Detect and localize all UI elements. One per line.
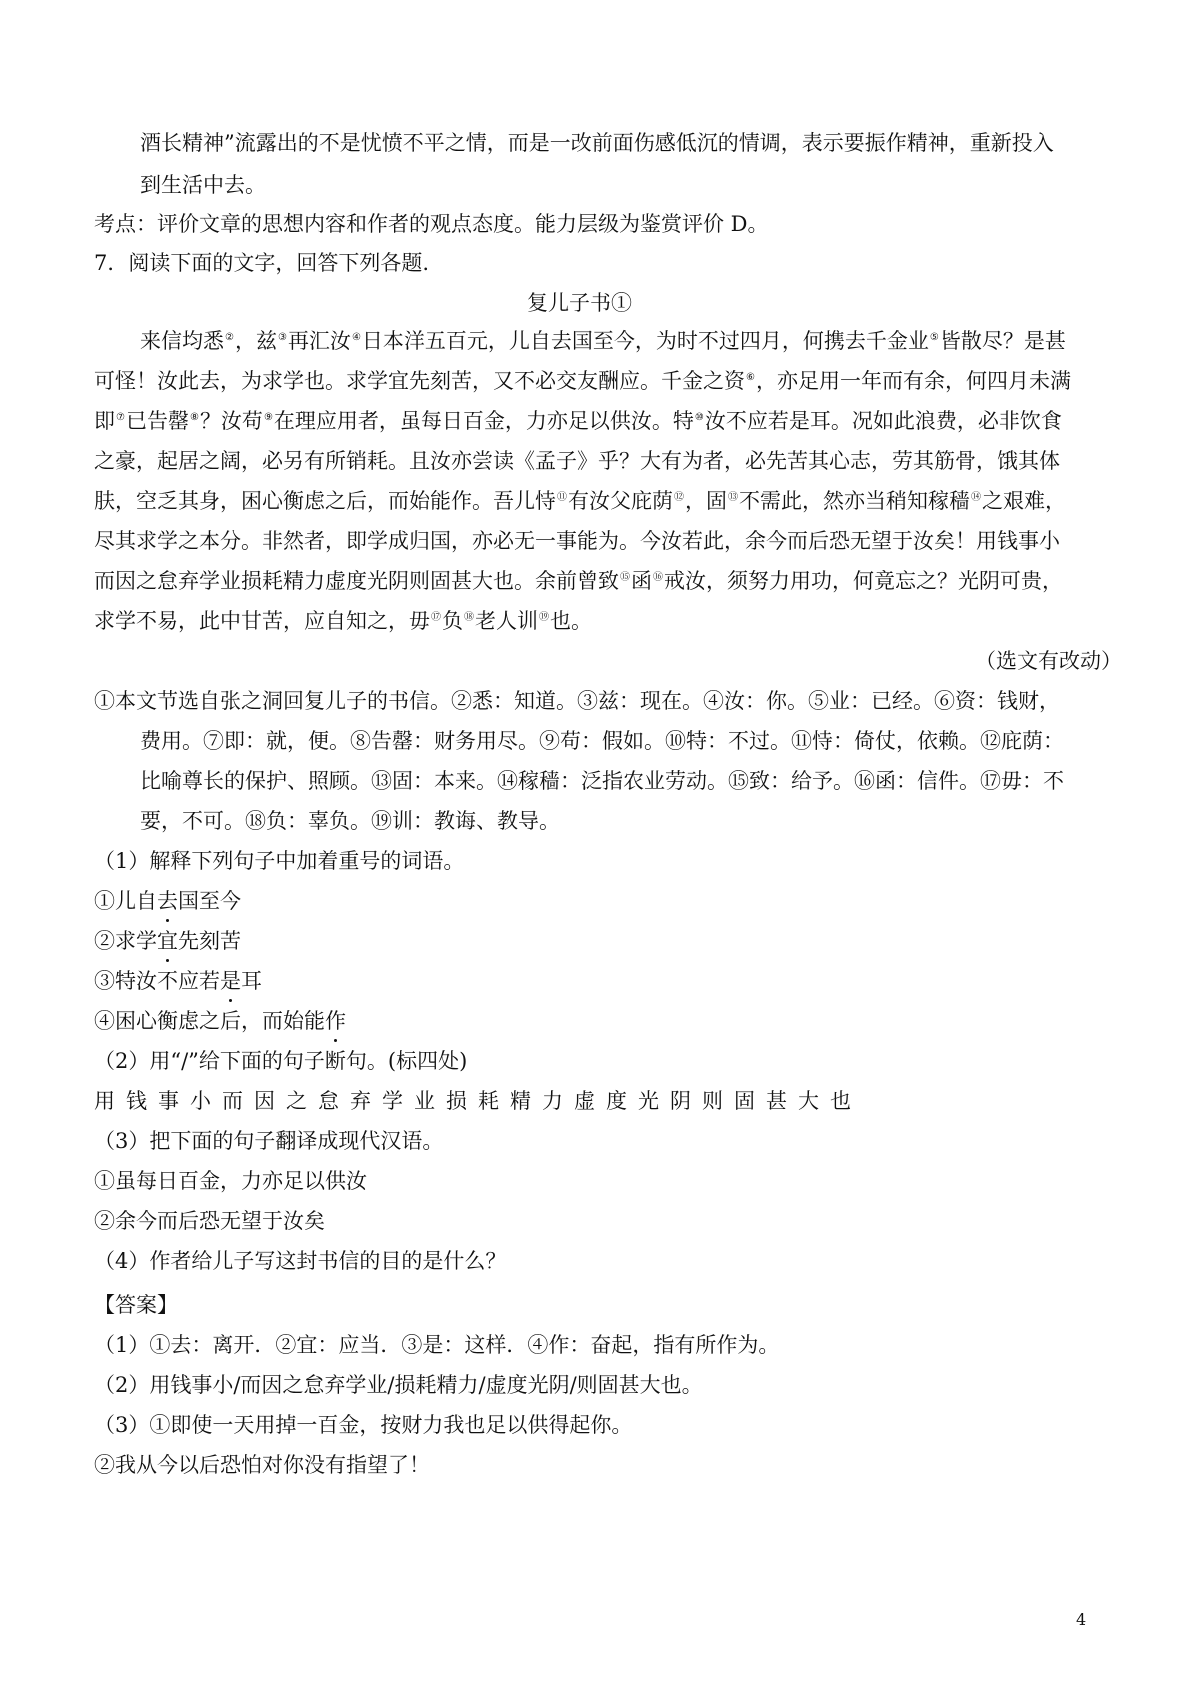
q3-sentence-1: ①虽每日百金，力亦足以供汝 (94, 1169, 367, 1193)
answer-header: 【答案】 (94, 1293, 178, 1317)
q1-sentence-3: ③特汝不应若是耳 (94, 966, 262, 996)
passage-line-6: 尽其求学之本分。非然者，即学成归国，亦必无一事能为。今汝若此，余今而后恐无望于汝矣！用钱事小 (94, 529, 1060, 553)
passage-line-5: 肤，空乏其身，困心衡虑之后，而始能作。吾儿恃⑪有汝父庇荫⑫，固⑬不需此，然亦当稍知稼穑⑭之艰难， (94, 489, 1066, 513)
emphasis-char: 宜 (157, 926, 178, 956)
notes-line-3: 比喻尊长的保护、照顾。⑬固：本来。⑭稼穑：泛指农业劳动。⑮致：给予。⑯函：信件。⑰毋：不 (140, 769, 1064, 793)
q2-sentence: 用钱事小而因之怠弃学业损耗精力虚度光阴则固甚大也 (94, 1089, 862, 1113)
q1-sentence-1: ①儿自去国至今 (94, 886, 241, 916)
notes-line-4: 要，不可。⑱负：辜负。⑲训：教诲、教导。 (140, 809, 560, 833)
passage-line-4: 之豪，起居之阔，必另有所销耗。且汝亦尝读《孟子》乎？大有为者，必先苦其心志，劳其筋骨，饿其体 (94, 449, 1060, 473)
q4-label: （4）作者给儿子写这封书信的目的是什么？ (94, 1249, 507, 1273)
emphasis-char: 去 (157, 886, 178, 916)
passage-title: 复儿子书① (527, 291, 632, 315)
q1-sentence-4: ④困心衡虑之后，而始能作 (94, 1006, 346, 1036)
passage-line-2: 可怪！汝此去，为求学也。求学宜先刻苦，又不必交友酬应。千金之资⑥，亦足用一年而有余，何四月未满 (94, 369, 1071, 393)
page-number: 4 (1076, 1610, 1087, 1629)
answer-2: （2）用钱事小/而因之怠弃学业/损耗精力/虚度光阴/则固甚大也。 (94, 1373, 703, 1397)
passage-source: （选文有改动） (975, 649, 1122, 673)
passage-line-3: 即⑦已告罄⑧？汝苟⑨在理应用者，虽每日百金，力亦足以供汝。特⑩汝不应若是耳。况如此浪费，必非饮食 (94, 409, 1062, 433)
emphasis-char: 是 (220, 966, 241, 996)
answer-3: （3）①即使一天用掉一百金，按财力我也足以供得起你。 (94, 1413, 633, 1437)
question-7-stem: 7．阅读下面的文字，回答下列各题. (94, 251, 430, 275)
kaodian-line: 考点：评价文章的思想内容和作者的观点态度。能力层级为鉴赏评价 D。 (94, 212, 769, 236)
passage-line-8: 求学不易，此中甘苦，应自知之，毋⑰负⑱老人训⑲也。 (94, 609, 592, 633)
q2-label: （2）用“/”给下面的句子断句。(标四处) (94, 1049, 468, 1073)
notes-line-1: ①本文节选自张之洞回复儿子的书信。②悉：知道。③兹：现在。④汝：你。⑤业：已经。⑥资：钱财， (94, 689, 1060, 713)
q1-sentence-2: ②求学宜先刻苦 (94, 926, 241, 956)
prev-answer-line-2: 到生活中去。 (140, 173, 266, 197)
q3-sentence-2: ②余今而后恐无望于汝矣 (94, 1209, 325, 1233)
emphasis-char: 作 (325, 1006, 346, 1036)
answer-1: （1）①去：离开．②宜：应当．③是：这样．④作：奋起，指有所作为。 (94, 1333, 780, 1357)
q1-label: （1）解释下列句子中加着重号的词语。 (94, 849, 465, 873)
passage-line-1: 来信均悉②，兹③再汇汝④日本洋五百元，儿自去国至今，为时不过四月，何携去千金业⑤皆散尽？是甚 (140, 329, 1066, 353)
notes-line-2: 费用。⑦即：就，便。⑧告罄：财务用尽。⑨苟：假如。⑩特：不过。⑪恃：倚仗，依赖。⑫庇荫： (140, 729, 1064, 753)
q3-label: （3）把下面的句子翻译成现代汉语。 (94, 1129, 444, 1153)
answer-3b: ②我从今以后恐怕对你没有指望了！ (94, 1453, 430, 1477)
prev-answer-line-1: 酒长精神”流露出的不是忧愤不平之情，而是一改前面伤感低沉的情调，表示要振作精神，重新投入 (140, 131, 1054, 155)
passage-line-7: 而因之怠弃学业损耗精力虚度光阴则固甚大也。余前曾致⑮函⑯戒汝，须努力用功，何竟忘之？光阴可贵， (94, 569, 1063, 593)
